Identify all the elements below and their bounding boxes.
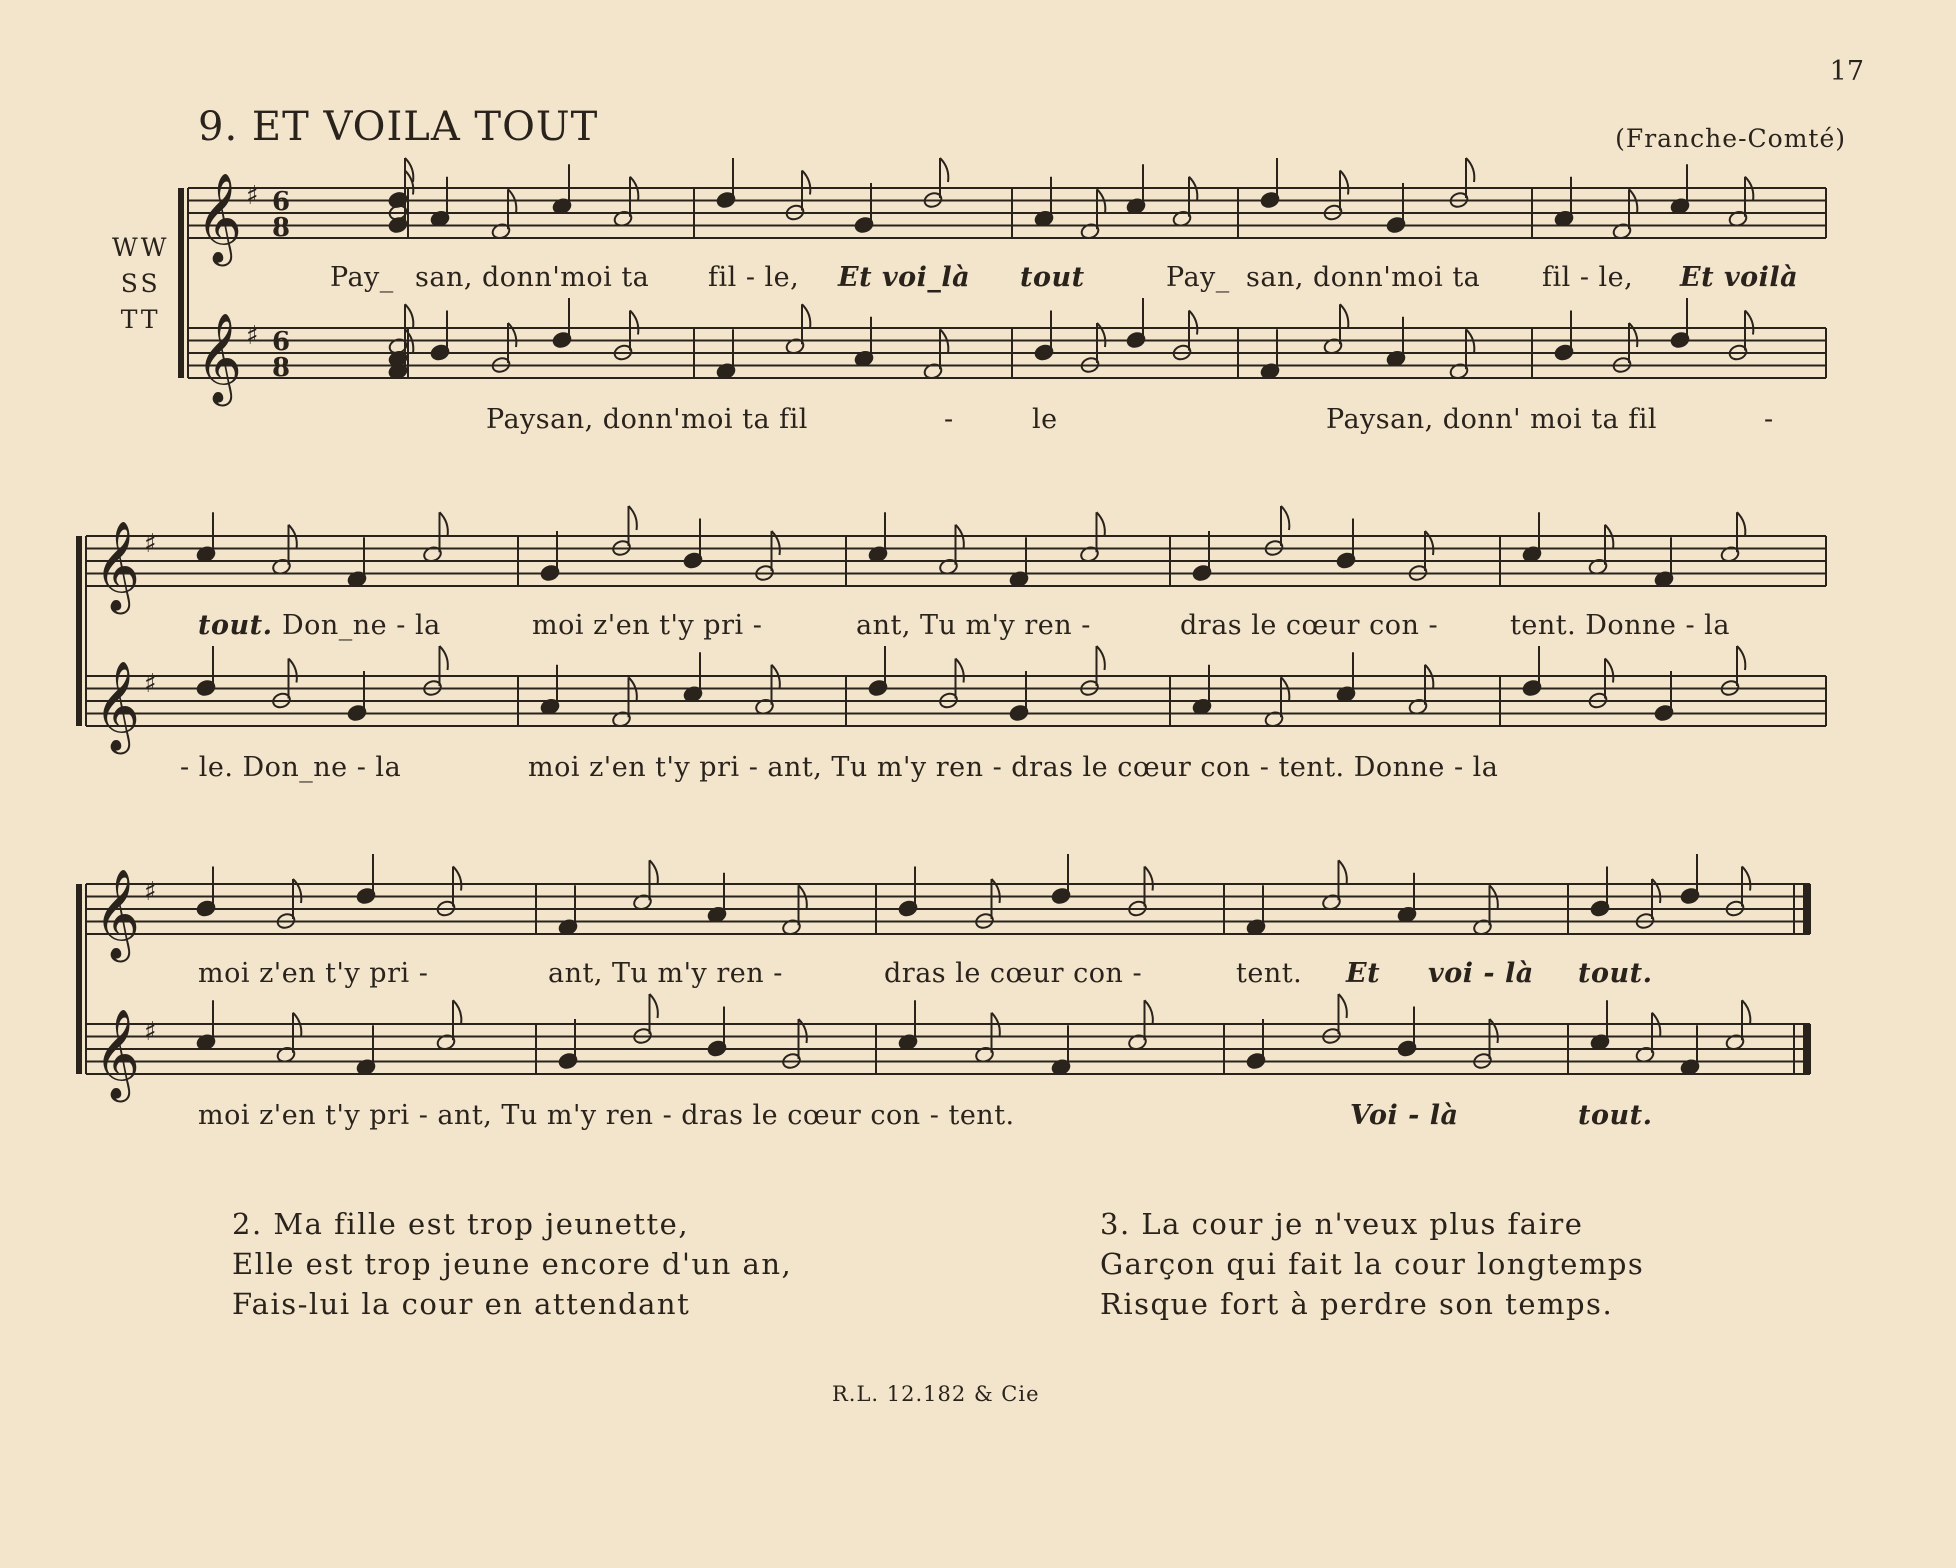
note-flag: [629, 506, 637, 530]
note-flag: [1425, 531, 1433, 555]
lyric-sys1-lower-2: -: [944, 404, 954, 435]
verse-2: [232, 1204, 792, 1324]
note-flag: [1742, 1000, 1750, 1024]
lyric-sys2-upper-6: tent. Donne - la: [1510, 610, 1730, 641]
note-flag: [440, 646, 448, 670]
time-signature-bottom: 8: [272, 213, 291, 243]
lyric-sys3-upper-3: dras le cœur con -: [884, 958, 1143, 989]
lyric-sys3-upper-6: voi - là: [1428, 958, 1534, 989]
lyric-sys1-upper-2: san, donn'moi ta: [415, 262, 650, 293]
note-flag: [650, 860, 658, 884]
lyric-sys1-upper-1: Pay_: [330, 262, 394, 293]
verse-3: [1100, 1204, 1644, 1324]
song-title: 9. ET VOILA TOUT: [198, 104, 599, 150]
lyric-sys2-upper-1: tout.: [198, 610, 273, 641]
lyric-sys1-upper-3: fil - le,: [708, 262, 800, 293]
lyric-sys1-lower-3: le: [1032, 404, 1058, 435]
lyric-sys2-upper-3: moi z'en t'y pri -: [532, 610, 763, 641]
note-flag: [1145, 867, 1153, 891]
verse-3-line-2: Garçon qui fait la cour longtemps: [1100, 1247, 1645, 1281]
note-flag: [630, 311, 638, 335]
note-flag: [1097, 323, 1105, 347]
lyric-sys3-lower-1: moi z'en t'y pri - ant, Tu m'y ren - dras le cœur con - tent.: [198, 1100, 1015, 1131]
verse-2-line-2: Elle est trop jeune encore d'un an,: [232, 1247, 793, 1281]
note-flag: [1340, 304, 1348, 328]
lyric-sys1-upper-4: Et voi_là: [838, 262, 971, 293]
note-flag: [1745, 311, 1753, 335]
note-flag: [1339, 994, 1347, 1018]
sharp-key-signature-icon: ♯: [144, 877, 157, 907]
lyric-sys3-lower-3: tout.: [1578, 1100, 1653, 1131]
lyric-sys3-lower-2: Voi - là: [1350, 1100, 1459, 1131]
voice-label-ss: SS: [120, 269, 161, 298]
verse-2-line-1: 2. Ma fille est trop jeunette,: [232, 1207, 690, 1241]
lyric-sys1-lower-1: Paysan, donn'moi ta fil: [486, 404, 808, 435]
voice-label-tt: TT: [120, 305, 161, 334]
note-flag: [940, 158, 948, 182]
note-flag: [508, 323, 516, 347]
note-flag: [293, 879, 301, 903]
treble-clef-icon: 𝄞: [94, 661, 141, 751]
sharp-key-signature-icon: ♯: [144, 669, 157, 699]
treble-clef-icon: 𝄞: [196, 313, 243, 403]
note-flag: [956, 659, 964, 683]
note-flag: [1490, 1019, 1498, 1043]
treble-clef-icon: 𝄞: [94, 1009, 141, 1099]
note-flag: [1339, 860, 1347, 884]
note-flag: [1629, 323, 1637, 347]
lyric-sys1-upper-5: tout: [1020, 262, 1085, 293]
note-flag: [405, 304, 413, 328]
lyric-sys2-upper-2: Don_ne - la: [282, 610, 441, 641]
lyric-sys1-upper-8: fil - le,: [1542, 262, 1634, 293]
system-bracket: [76, 536, 82, 726]
time-signature-top: 6: [272, 187, 291, 217]
publisher-footer: R.L. 12.182 & Cie: [832, 1382, 1040, 1406]
lyric-sys2-lower-2: moi z'en t'y pri - ant, Tu m'y ren - dras le cœur con - tent. Donne - la: [528, 752, 1499, 783]
note-flag: [992, 879, 1000, 903]
time-signature-top: 6: [272, 327, 291, 357]
note-flag: [453, 867, 461, 891]
note-flag: [1466, 158, 1474, 182]
lyric-sys1-upper-6: Pay_: [1166, 262, 1230, 293]
lyric-sys1-lower-4: Paysan, donn' moi ta fil: [1326, 404, 1658, 435]
sharp-key-signature-icon: ♯: [144, 529, 157, 559]
lyric-sys1-lower-5: -: [1764, 404, 1774, 435]
note-flag: [289, 659, 297, 683]
system-bracket: [178, 188, 184, 378]
verse-3-line-1: 3. La cour je n'veux plus faire: [1100, 1207, 1584, 1241]
note-flag: [1189, 311, 1197, 335]
note-flag: [405, 158, 413, 182]
lyric-sys1-upper-7: san, donn'moi ta: [1246, 262, 1481, 293]
note-flag: [1742, 867, 1750, 891]
note-flag: [1097, 646, 1105, 670]
lyric-sys3-upper-4: tent.: [1236, 958, 1303, 989]
note-flag: [453, 1000, 461, 1024]
system-bracket: [76, 884, 82, 1074]
note-flag: [405, 171, 413, 195]
page-number: 17: [1829, 56, 1864, 87]
treble-clef-icon: 𝄞: [94, 521, 141, 611]
sharp-key-signature-icon: ♯: [246, 181, 259, 211]
note-flag: [802, 171, 810, 195]
voice-label-ww: WW: [112, 233, 170, 262]
sharp-key-signature-icon: ♯: [246, 321, 259, 351]
note-flag: [440, 512, 448, 536]
final-barline: [1803, 884, 1810, 934]
treble-clef-icon: 𝄞: [94, 869, 141, 959]
note-flag: [799, 1019, 807, 1043]
lyric-sys2-upper-5: dras le cœur con -: [1180, 610, 1439, 641]
note-flag: [1652, 879, 1660, 903]
note-flag: [1605, 659, 1613, 683]
note-flag: [1281, 506, 1289, 530]
sharp-key-signature-icon: ♯: [144, 1017, 157, 1047]
lyric-sys1-upper-9: Et voilà: [1680, 262, 1799, 293]
lyric-sys3-upper-2: ant, Tu m'y ren -: [548, 958, 783, 989]
lyric-sys3-upper-5: Et: [1346, 958, 1381, 989]
lyric-sys2-upper-4: ant, Tu m'y ren -: [856, 610, 1091, 641]
time-signature-bottom: 8: [272, 353, 291, 383]
lyric-sys2-lower-1: - le. Don_ne - la: [180, 752, 402, 783]
verse-3-line-3: Risque fort à perdre son temps.: [1100, 1287, 1614, 1321]
note-flag: [1737, 646, 1745, 670]
lyric-sys3-upper-7: tout.: [1578, 958, 1653, 989]
treble-clef-icon: 𝄞: [196, 173, 243, 263]
note-flag: [772, 531, 780, 555]
verse-2-line-3: Fais-lui la cour en attendant: [232, 1287, 691, 1321]
note-flag: [802, 304, 810, 328]
final-barline: [1803, 1024, 1810, 1074]
song-origin: (Franche-Comté): [1615, 124, 1846, 153]
lyric-sys3-upper-1: moi z'en t'y pri -: [198, 958, 429, 989]
note-flag: [650, 994, 658, 1018]
note-flag: [1737, 512, 1745, 536]
note-flag: [1097, 512, 1105, 536]
note-flag: [1340, 171, 1348, 195]
note-flag: [1145, 1000, 1153, 1024]
